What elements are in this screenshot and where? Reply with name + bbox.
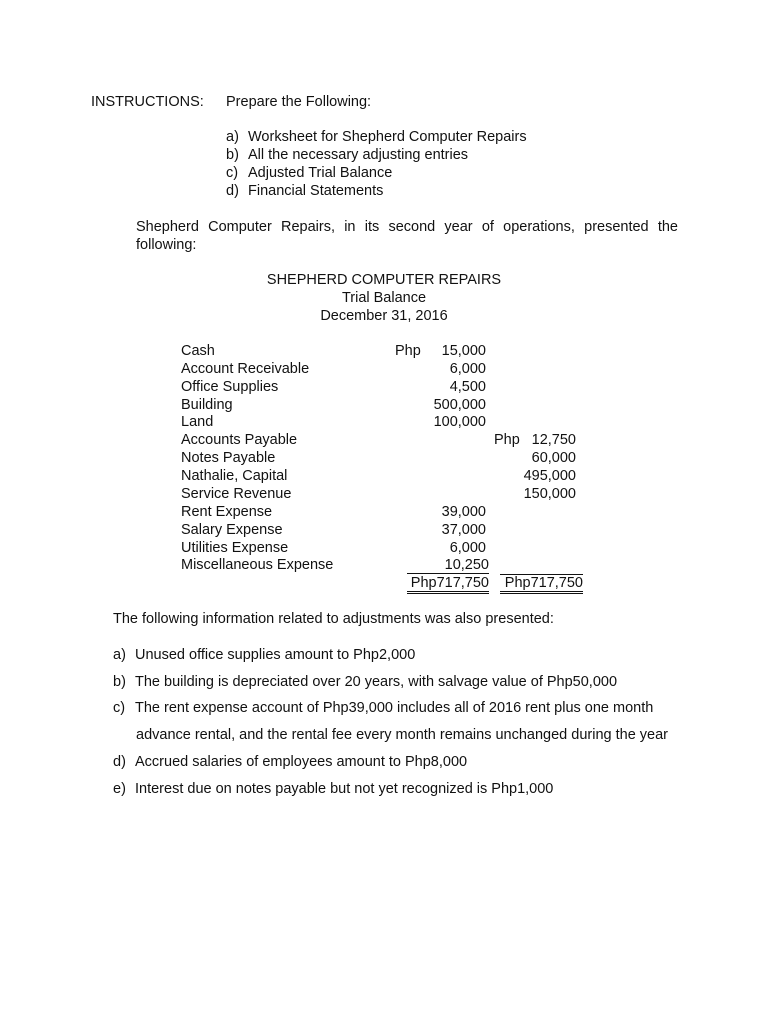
adjustment-text: Accrued salaries of employees amount to Php8,000 bbox=[135, 754, 468, 770]
task-item bbox=[226, 147, 468, 163]
task-item bbox=[226, 165, 392, 181]
account-name: Rent Expense bbox=[181, 504, 273, 520]
credit-amount: 495,000 bbox=[523, 468, 576, 484]
adjustment-letter: e) bbox=[113, 781, 126, 797]
account-name: Account Receivable bbox=[181, 361, 310, 377]
task-letter: a) bbox=[226, 129, 239, 145]
statement-title: Trial Balance bbox=[341, 290, 427, 306]
adjustment-item bbox=[113, 754, 467, 770]
adjustment-text: The rent expense account of Php39,000 includes all of 2016 rent plus one month bbox=[135, 700, 654, 716]
account-name: Miscellaneous Expense bbox=[181, 557, 334, 573]
company-name: SHEPHERD COMPUTER REPAIRS bbox=[266, 272, 502, 288]
total-credit: Php717,750 bbox=[500, 575, 583, 594]
instructions-label: INSTRUCTIONS: bbox=[91, 94, 204, 110]
currency-label: Php bbox=[494, 432, 520, 448]
adjustment-item bbox=[113, 700, 653, 716]
adjustment-text: The building is depreciated over 20 years, with salvage value of Php50,000 bbox=[135, 674, 618, 690]
adjustment-letter: d) bbox=[113, 754, 126, 770]
task-letter: c) bbox=[226, 165, 239, 181]
account-name: Land bbox=[181, 414, 214, 430]
task-letter: b) bbox=[226, 147, 239, 163]
adjustment-letter: a) bbox=[113, 647, 126, 663]
account-name: Notes Payable bbox=[181, 450, 276, 466]
task-text: Financial Statements bbox=[248, 183, 384, 199]
debit-amount: 4,500 bbox=[449, 379, 486, 395]
adjustment-text: Interest due on notes payable but not yet recognized is Php1,000 bbox=[135, 781, 554, 797]
adjustment-text: Unused office supplies amount to Php2,000 bbox=[135, 647, 416, 663]
debit-amount: 6,000 bbox=[449, 361, 486, 377]
debit-amount: 100,000 bbox=[433, 414, 486, 430]
instructions-text: Prepare the Following: bbox=[226, 94, 372, 110]
credit-amount: 150,000 bbox=[523, 486, 576, 502]
task-item bbox=[226, 183, 383, 199]
debit-value: 15,000 bbox=[441, 343, 486, 359]
credit-column-underline bbox=[500, 557, 583, 575]
currency-label: Php bbox=[395, 343, 421, 359]
account-name: Building bbox=[181, 397, 233, 413]
debit-amount bbox=[380, 343, 486, 359]
adjustment-letter: c) bbox=[113, 700, 126, 716]
account-name: Accounts Payable bbox=[181, 432, 298, 448]
credit-amount: 60,000 bbox=[531, 450, 576, 466]
credit-value: 12,750 bbox=[531, 432, 576, 448]
debit-amount: 500,000 bbox=[433, 397, 486, 413]
account-name: Service Revenue bbox=[181, 486, 292, 502]
statement-date: December 31, 2016 bbox=[320, 308, 448, 324]
task-text: Adjusted Trial Balance bbox=[248, 165, 393, 181]
account-name: Cash bbox=[181, 343, 215, 359]
intro-paragraph: Shepherd Computer Repairs, in its second year of operations, presented the following: bbox=[136, 219, 678, 253]
adjustment-continuation: advance rental, and the rental fee every month remains unchanged during the year bbox=[136, 727, 669, 743]
debit-amount: 39,000 bbox=[441, 504, 486, 520]
adjustments-intro: The following information related to adjustments was also presented: bbox=[113, 611, 554, 627]
credit-amount bbox=[480, 432, 576, 448]
account-name: Office Supplies bbox=[181, 379, 279, 395]
task-item bbox=[226, 129, 527, 145]
adjustment-item bbox=[113, 781, 553, 797]
adjustment-item bbox=[113, 674, 617, 690]
debit-amount: 37,000 bbox=[441, 522, 486, 538]
account-name: Nathalie, Capital bbox=[181, 468, 288, 484]
total-debit: Php717,750 bbox=[407, 575, 489, 594]
account-name: Salary Expense bbox=[181, 522, 283, 538]
adjustment-letter: b) bbox=[113, 674, 126, 690]
task-text: Worksheet for Shepherd Computer Repairs bbox=[248, 129, 527, 145]
task-text: All the necessary adjusting entries bbox=[248, 147, 469, 163]
adjustment-item bbox=[113, 647, 415, 663]
debit-amount: 6,000 bbox=[449, 540, 486, 556]
debit-amount: 10,250 bbox=[407, 557, 489, 574]
account-name: Utilities Expense bbox=[181, 540, 289, 556]
task-letter: d) bbox=[226, 183, 239, 199]
